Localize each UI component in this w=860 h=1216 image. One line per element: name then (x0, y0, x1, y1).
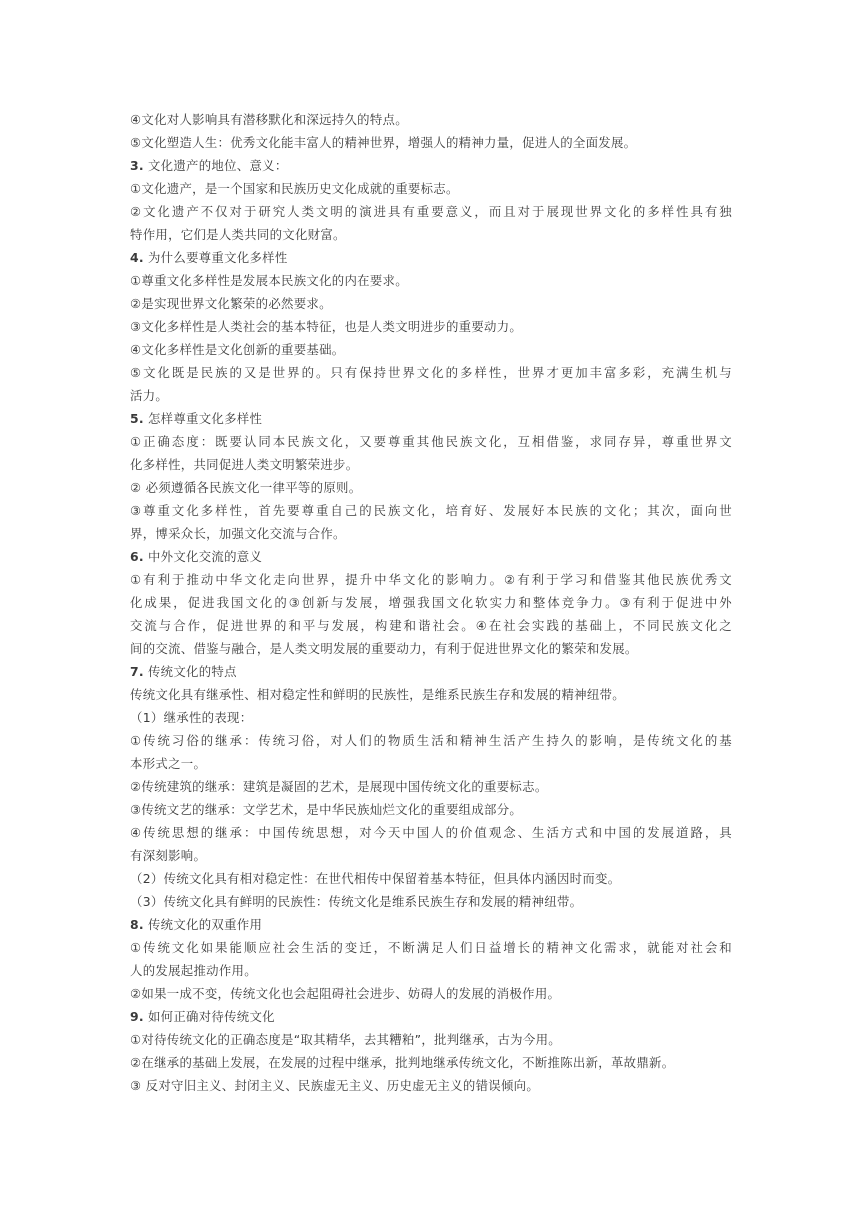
section-number: 4. (130, 250, 144, 265)
text-line: （2）传统文化具有相对稳定性：在世代相传中保留着基本特征，但具体内涵因时而变。 (130, 871, 621, 886)
text-line: ③ 反对守旧主义、封闭主义、民族虚无主义、历史虚无主义的错误倾向。 (130, 1078, 540, 1093)
section-title: 如何正确对待传统文化 (147, 1009, 275, 1024)
section-title: 中外文化交流的意义 (147, 549, 263, 564)
section-heading-5 (130, 407, 732, 430)
section-number: 8. (130, 917, 144, 932)
text-line: ⑤文化塑造人生：优秀文化能丰富人的精神世界，增强人的精神力量，促进人的全面发展。 (130, 135, 637, 150)
text-line: （1）继承性的表现： (130, 710, 253, 725)
text-line: ②如果一成不变，传统文化也会起阻碍社会进步、妨碍人的发展的消极作用。 (130, 986, 561, 1001)
text-line: ③文化多样性是人类社会的基本特征，也是人类文明进步的重要动力。 (130, 319, 523, 334)
section-number: 6. (130, 549, 144, 564)
text-line: ①对待传统文化的正确态度是“取其精华，去其糟粕”，批判继承，古为今用。 (130, 1032, 561, 1047)
section-title: 为什么要尊重文化多样性 (147, 250, 288, 265)
section-heading-6 (130, 545, 732, 568)
text-line: ②在继承的基础上发展，在发展的过程中继承，批判地继承传统文化，不断推陈出新，革故鼎新。 (130, 1055, 675, 1070)
text-line: 界，博采众长，加强文化交流与合作。 (130, 526, 346, 541)
text-line: 活力。 (130, 388, 169, 403)
text-line: 特作用，它们是人类共同的文化财富。 (130, 227, 346, 242)
section-heading-9 (130, 1005, 732, 1028)
section-heading-4 (130, 246, 732, 269)
text-line: ② 必须遵循各民族文化一律平等的原则。 (130, 480, 362, 495)
text-line: ①文化遗产，是一个国家和民族历史文化成就的重要标志。 (130, 181, 459, 196)
text-line: 传统文化具有继承性、相对稳定性和鲜明的民族性，是维系民族生存和发展的精神纽带。 (130, 687, 625, 702)
section-number: 7. (130, 664, 144, 679)
section-number: 9. (130, 1009, 144, 1024)
text-line: ①传统文化如果能顺应社会生活的变迁，不断满足人们日益增长的精神文化需求，就能对社会和 (130, 940, 732, 955)
document-body (130, 108, 732, 1097)
section-title: 文化遗产的地位、意义： (147, 158, 288, 173)
text-line: ④文化对人影响具有潜移默化和深远持久的特点。 (130, 112, 408, 127)
text-line: ②文化遗产不仅对于研究人类文明的演进具有重要意义，而且对于展现世界文化的多样性具有独 (130, 204, 732, 219)
text-line: ④文化多样性是文化创新的重要基础。 (130, 342, 345, 357)
section-number: 3. (130, 158, 144, 173)
section-title: 传统文化的特点 (147, 664, 237, 679)
text-line: ②传统建筑的继承：建筑是凝固的艺术，是展现中国传统文化的重要标志。 (130, 779, 548, 794)
section-heading-3 (130, 154, 732, 177)
text-line: 本形式之一。 (130, 756, 207, 771)
text-line: 有深刻影响。 (130, 848, 207, 863)
text-line: 化多样性，共同促进人类文明繁荣进步。 (130, 457, 359, 472)
text-line: ③尊重文化多样性，首先要尊重自己的民族文化，培育好、发展好本民族的文化；其次，面向世 (130, 503, 732, 518)
text-line: ①有利于推动中华文化走向世界，提升中华文化的影响力。②有利于学习和借鉴其他民族优秀文 (130, 572, 732, 587)
text-line: ④传统思想的继承：中国传统思想，对今天中国人的价值观念、生活方式和中国的发展道路，具 (130, 825, 732, 840)
text-line: 化成果，促进我国文化的③创新与发展，增强我国文化软实力和整体竞争力。③有利于促进中外 (130, 595, 732, 610)
text-line: 交流与合作，促进世界的和平与发展，构建和谐社会。④在社会实践的基础上，不同民族文化之 (130, 618, 732, 633)
text-line: ①正确态度：既要认同本民族文化，又要尊重其他民族文化，互相借鉴，求同存异，尊重世界文 (130, 434, 732, 449)
text-line: ①传统习俗的继承：传统习俗，对人们的物质生活和精神生活产生持久的影响，是传统文化的基 (130, 733, 732, 748)
text-line: ②是实现世界文化繁荣的必然要求。 (130, 296, 332, 311)
section-heading-7 (130, 660, 732, 683)
section-number: 5. (130, 411, 144, 426)
text-line: ③传统文艺的继承：文学艺术，是中华民族灿烂文化的重要组成部分。 (130, 802, 523, 817)
text-line: 间的交流、借鉴与融合，是人类文明发展的重要动力，有利于促进世界文化的繁荣和发展。 (130, 641, 638, 656)
text-line: （3）传统文化具有鲜明的民族性：传统文化是维系民族生存和发展的精神纽带。 (130, 894, 583, 909)
text-line: ⑤文化既是民族的又是世界的。只有保持世界文化的多样性，世界才更加丰富多彩，充满生机与 (130, 365, 732, 380)
section-title: 传统文化的双重作用 (147, 917, 263, 932)
section-title: 怎样尊重文化多样性 (147, 411, 263, 426)
section-heading-8 (130, 913, 732, 936)
text-line: ①尊重文化多样性是发展本民族文化的内在要求。 (130, 273, 408, 288)
text-line: 人的发展起推动作用。 (130, 963, 257, 978)
